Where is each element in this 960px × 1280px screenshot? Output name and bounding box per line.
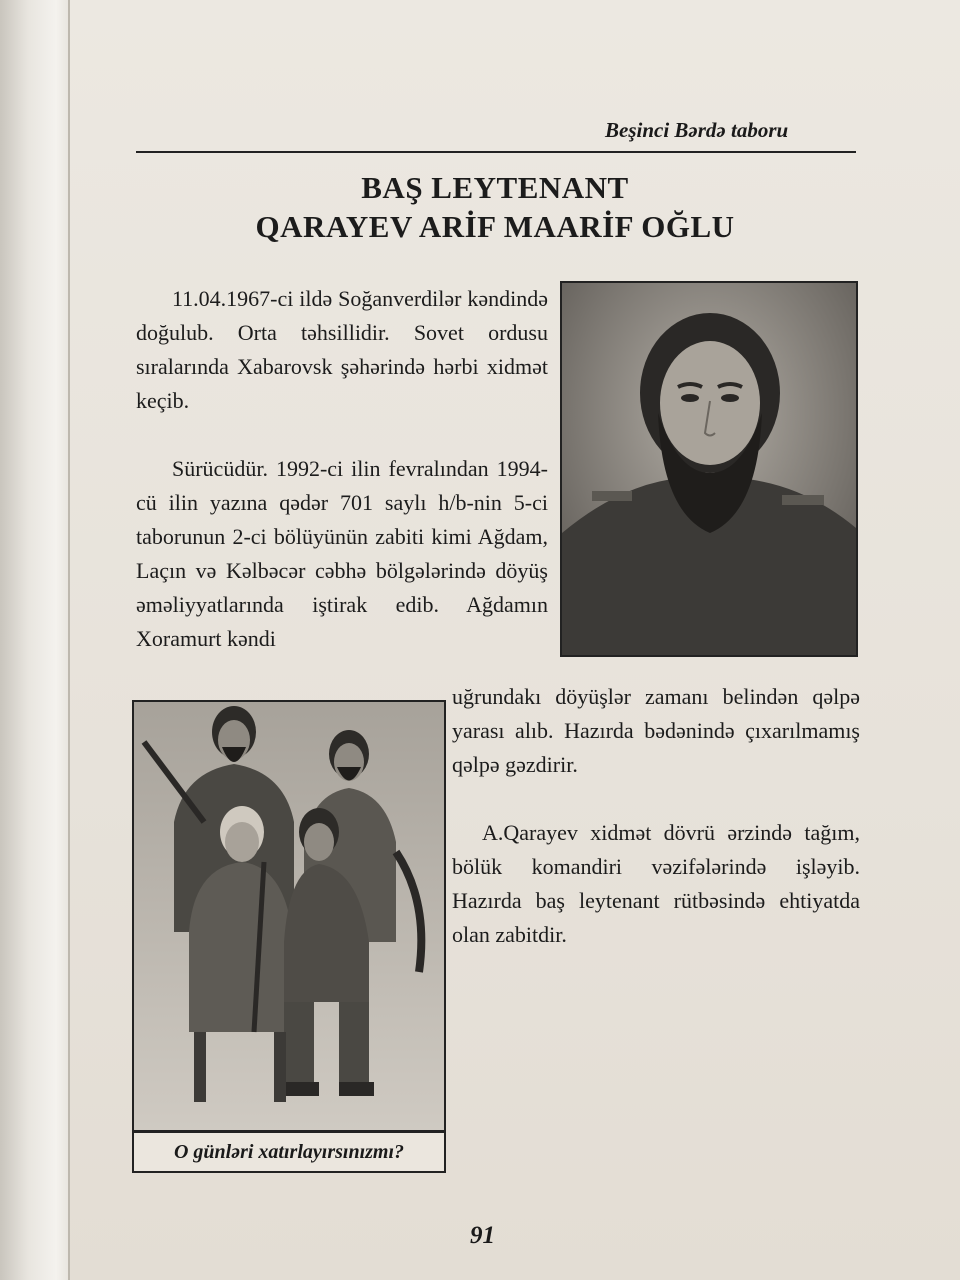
running-head: Beşinci Bərdə taboru bbox=[605, 118, 789, 142]
photo-caption: O günləri xatırlayırsınızmı? bbox=[132, 1131, 446, 1173]
page-number: 91 bbox=[470, 1222, 495, 1249]
header-rule bbox=[136, 151, 856, 153]
page-edge bbox=[0, 0, 80, 1280]
title-line-1: BAŞ LEYTENANT bbox=[361, 170, 629, 205]
paragraph-4: A.Qarayev xidmət dövrü ərzində tağım, bölük komandiri vəzifələrində işləyib. Hazırda baş leytenant rütbəsində ehtiyatda olan zabitdir. bbox=[452, 820, 860, 947]
portrait-image bbox=[562, 283, 856, 655]
paragraph-1: 11.04.1967-ci ildə Soğanverdilər kəndində doğulub. Orta təhsillidir. Sovet ordusu sıralarında Xabarovsk şəhərində hərbi xidmət keçib. bbox=[136, 286, 548, 413]
group-image bbox=[134, 702, 444, 1130]
group-photo bbox=[132, 700, 446, 1132]
paragraph-3: uğrundakı döyüşlər zamanı belindən qəlpə yarası alıb. Hazırda bədənində çıxarılmamış qəlpə gəzdirir. bbox=[452, 684, 860, 777]
title-line-2: QARAYEV ARİF MAARİF OĞLU bbox=[255, 209, 735, 244]
portrait-photo bbox=[560, 281, 858, 657]
paragraph-2: Sürücüdür. 1992-ci ilin fevralından 1994-cü ilin yazına qədər 701 saylı h/b-nin 5-ci taborunun 2-ci bölüyünün zabiti kimi Ağdam, Laçın və Kəlbəcər cəbhə bölgələrində döyüş əməliyyatlarında iştirak edib. Ağdamın Xoramurt kəndi bbox=[136, 456, 548, 651]
page-title bbox=[130, 168, 860, 246]
